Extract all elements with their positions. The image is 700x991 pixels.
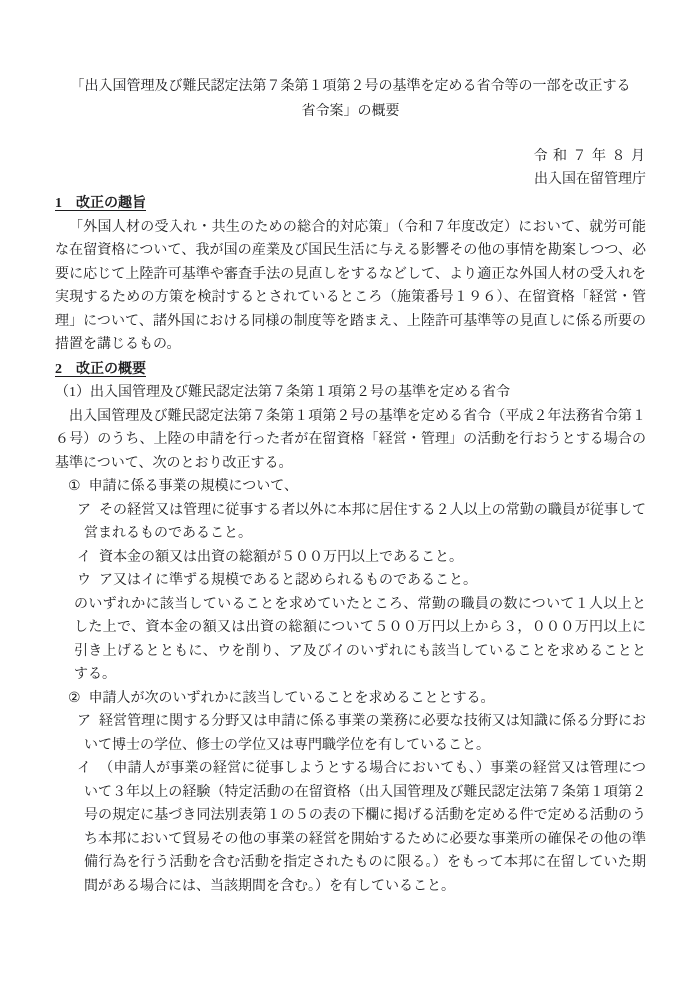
item-1-sub-u bbox=[77, 569, 646, 593]
document-title-line1: 「出入国管理及び難民認定法第７条第１項第２号の基準を定める省令等の一部を改正する bbox=[70, 79, 631, 94]
document-title-line2: 省令案」の概要 bbox=[301, 104, 400, 119]
item-2-sub-a bbox=[77, 710, 647, 757]
document-byline bbox=[55, 145, 646, 191]
numbered-item-1 bbox=[68, 475, 646, 499]
item-1-continuation: のいずれかに該当していることを求めていたところ、常勤の職員の数について１人以上とした上で、資本金の額又は出資の総額について５００万円以上から３，０００万円以上に引き上げるとともに、ウを削り、ア及びイのいずれにも該当していることを求めることとする。 bbox=[74, 596, 646, 682]
document-date: 令 和 ７ 年 ８ 月 bbox=[533, 149, 646, 164]
item-1-sub-i-marker: イ bbox=[77, 549, 91, 565]
subsection1-intro: 出入国管理及び難民認定法第７条第１項第２号の基準を定める省令（平成２年法務省令第１６号）のうち、上陸の申請を行った者が在留資格「経営・管理」の活動を行おうとする場合の基準について、次のとおり改正する。 bbox=[55, 408, 646, 471]
document-agency: 出入国在留管理庁 bbox=[534, 172, 646, 187]
numbered-item-2 bbox=[68, 687, 646, 711]
item-2-sub-i bbox=[77, 757, 647, 898]
document-title bbox=[55, 74, 646, 124]
item-2-sub-i-marker: イ bbox=[77, 761, 92, 776]
item-2-sub-a-text: 経営管理に関する分野又は申請に係る事業の業務に必要な技術又は知識に係る分野において博士の学位、修士の学位又は専門職学位を有していること。 bbox=[84, 714, 647, 753]
item-1-sub-a-text: その経営又は管理に従事する者以外に本邦に居住する２人以上の常勤の職員が従事して営まれるものであること。 bbox=[84, 502, 647, 541]
section2-heading-text: 2 改正の概要 bbox=[55, 361, 146, 377]
item-2-sub-a-marker: ア bbox=[77, 714, 92, 729]
subsection1-heading: （1）出入国管理及び難民認定法第７条第１項第２号の基準を定める省令 bbox=[55, 385, 510, 400]
item-1-sub-u-marker: ウ bbox=[77, 573, 91, 588]
section1-heading bbox=[55, 192, 646, 216]
section1-body: 「外国人材の受入れ・共生のための総合的対応策」（令和７年度改定）において、就労可能な在留資格について、我が国の産業及び国民生活に与える影響その他の事情を勘案しつつ、必要に応じて上陸許可基準や審査手法の見直しをするなどして、より適正な外国人材の受入れを実現するための方策を検討するとされているところ（施策番号１９６）、在留資格「経営・管理」について、諸外国における同様の制度等を踏まえ、上陸許可基準等の見直しに係る所要の措置を講じるもの。 bbox=[55, 219, 646, 352]
numbered-item-2-text: 申請人が次のいずれかに該当していることを求めることとする。 bbox=[88, 690, 495, 706]
item-1-sub-i-text: 資本金の額又は出資の総額が５００万円以上であること。 bbox=[99, 549, 463, 565]
item-1-sub-a-marker: ア bbox=[77, 502, 92, 518]
item-1-sub-a bbox=[77, 499, 647, 546]
numbered-item-1-marker: ① bbox=[68, 479, 81, 494]
numbered-item-2-marker: ② bbox=[68, 690, 81, 706]
numbered-item-1-text: 申請に係る事業の規模について、 bbox=[88, 479, 299, 494]
section1-heading-text: 1 改正の趣旨 bbox=[55, 196, 146, 211]
section2-heading bbox=[55, 358, 646, 382]
item-1-sub-i bbox=[77, 546, 646, 570]
item-2-sub-i-text: （申請人が事業の経営に従事しようとする場合においても、）事業の経営又は管理について３年以上の経験（特定活動の在留資格（出入国管理及び難民認定法第７条第１項第２号の規定に基づき同法別表第１の５の表の下欄に掲げる活動を定める件で定める活動のうち本邦において貿易その他の事業の経営を開始するために必要な事業所の確保その他の準備行為を行う活動を含む活動を指定されたものに限る。）をもって本邦に在留していた期間がある場合には、当該期間を含む。）を有していること。 bbox=[84, 761, 647, 894]
item-1-sub-u-text: ア又はイに準ずる規模であると認められるものであること。 bbox=[99, 573, 477, 588]
